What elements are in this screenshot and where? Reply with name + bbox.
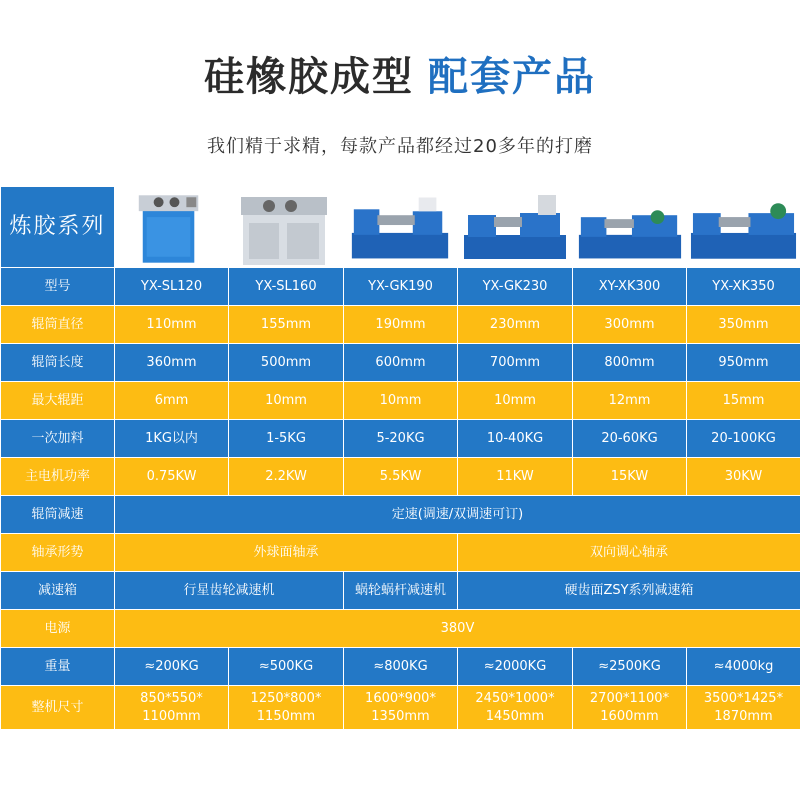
dim-line-2: 1870mm (714, 708, 773, 724)
cell: 15mm (687, 382, 800, 420)
machine-image-cell (344, 187, 458, 268)
machine-image-sl160 (229, 187, 343, 267)
cell: 360mm (115, 344, 229, 382)
image-row (1, 187, 800, 268)
dim-line-1: 1250*800* (250, 690, 322, 706)
dim-line-2: 1600mm (600, 708, 659, 724)
row-label: 轴承形势 (1, 534, 115, 572)
cell: 15KW (573, 458, 687, 496)
row-weight (1, 648, 800, 686)
row-diameter (1, 306, 800, 344)
series-label: 炼胶系列 (1, 187, 115, 268)
cell: 110mm (115, 306, 229, 344)
page-title (0, 52, 800, 102)
row-speed (1, 496, 800, 534)
cell: 1KG以内 (115, 420, 229, 458)
cell: 380V (115, 610, 800, 648)
cell: 10mm (458, 382, 573, 420)
machine-image-gk230 (458, 187, 572, 267)
row-gap (1, 382, 800, 420)
row-label: 减速箱 (1, 572, 115, 610)
machine-image-cell (687, 187, 800, 268)
cell: 700mm (458, 344, 573, 382)
cell: 20-60KG (573, 420, 687, 458)
machine-image-xk350 (687, 187, 800, 267)
cell: 1-5KG (229, 420, 344, 458)
machine-image-xk300 (573, 187, 686, 267)
cell (687, 686, 800, 730)
row-label: 最大辊距 (1, 382, 115, 420)
cell: 230mm (458, 306, 573, 344)
cell: 950mm (687, 344, 800, 382)
row-label: 一次加料 (1, 420, 115, 458)
cell: 硬齿面ZSY系列减速箱 (458, 572, 800, 610)
cell: 300mm (573, 306, 687, 344)
cell: 10mm (344, 382, 458, 420)
cell: 500mm (229, 344, 344, 382)
row-label: 电源 (1, 610, 115, 648)
row-model (1, 268, 800, 306)
cell: 10-40KG (458, 420, 573, 458)
cell: 11KW (458, 458, 573, 496)
row-gearbox (1, 572, 800, 610)
machine-image-cell (115, 187, 229, 268)
dim-line-1: 3500*1425* (703, 690, 784, 706)
row-power (1, 458, 800, 496)
cell: ≈4000kg (687, 648, 800, 686)
title-part-1: 硅橡胶成型 (204, 54, 414, 100)
machine-image-gk190 (344, 187, 457, 267)
cell (458, 686, 573, 730)
machine-image-cell (458, 187, 573, 268)
row-label: 辊筒减速 (1, 496, 115, 534)
row-bearing (1, 534, 800, 572)
cell: 350mm (687, 306, 800, 344)
cell: YX-GK190 (344, 268, 458, 306)
cell (229, 686, 344, 730)
machine-image-cell (573, 187, 687, 268)
cell: 5.5KW (344, 458, 458, 496)
dim-line-1: 2700*1100* (589, 690, 670, 706)
cell: 蜗轮蜗杆减速机 (344, 572, 458, 610)
cell: 6mm (115, 382, 229, 420)
machine-image-sl120 (115, 187, 228, 267)
row-dimensions (1, 686, 800, 730)
dim-line-2: 1350mm (371, 708, 430, 724)
cell (344, 686, 458, 730)
cell (115, 686, 229, 730)
cell: 双向调心轴承 (458, 534, 800, 572)
dim-line-2: 1450mm (485, 708, 545, 724)
page-subtitle: 我们精于求精，每款产品都经过20多年的打磨 (207, 136, 593, 157)
cell: 行星齿轮减速机 (115, 572, 344, 610)
cell: 30KW (687, 458, 800, 496)
cell: YX-GK230 (458, 268, 573, 306)
cell: ≈2500KG (573, 648, 687, 686)
row-label: 辊筒长度 (1, 344, 115, 382)
row-label: 整机尺寸 (1, 686, 115, 730)
cell: YX-SL160 (229, 268, 344, 306)
cell: ≈2000KG (458, 648, 573, 686)
dim-line-2: 1150mm (256, 708, 316, 724)
dim-line-1: 1600*900* (365, 690, 436, 706)
cell: 2.2KW (229, 458, 344, 496)
row-voltage (1, 610, 800, 648)
row-label: 主电机功率 (1, 458, 115, 496)
cell: 20-100KG (687, 420, 800, 458)
row-batch (1, 420, 800, 458)
cell: 600mm (344, 344, 458, 382)
dim-line-2: 1100mm (142, 708, 201, 724)
row-label: 型号 (1, 268, 115, 306)
dim-line-1: 2450*1000* (475, 690, 555, 706)
machine-image-cell (229, 187, 344, 268)
row-label: 重量 (1, 648, 115, 686)
cell: XY-XK300 (573, 268, 687, 306)
cell: ≈800KG (344, 648, 458, 686)
spec-table (0, 186, 800, 730)
cell: ≈500KG (229, 648, 344, 686)
cell: ≈200KG (115, 648, 229, 686)
row-label: 辊筒直径 (1, 306, 115, 344)
title-part-2: 配套产品 (428, 54, 596, 100)
cell: 5-20KG (344, 420, 458, 458)
cell: 12mm (573, 382, 687, 420)
cell: 外球面轴承 (115, 534, 458, 572)
cell (573, 686, 687, 730)
cell: 定速(调速/双调速可订) (115, 496, 800, 534)
cell: 0.75KW (115, 458, 229, 496)
row-length (1, 344, 800, 382)
cell: YX-SL120 (115, 268, 229, 306)
dim-line-1: 850*550* (140, 690, 203, 706)
cell: 155mm (229, 306, 344, 344)
cell: 10mm (229, 382, 344, 420)
cell: YX-XK350 (687, 268, 800, 306)
cell: 190mm (344, 306, 458, 344)
cell: 800mm (573, 344, 687, 382)
